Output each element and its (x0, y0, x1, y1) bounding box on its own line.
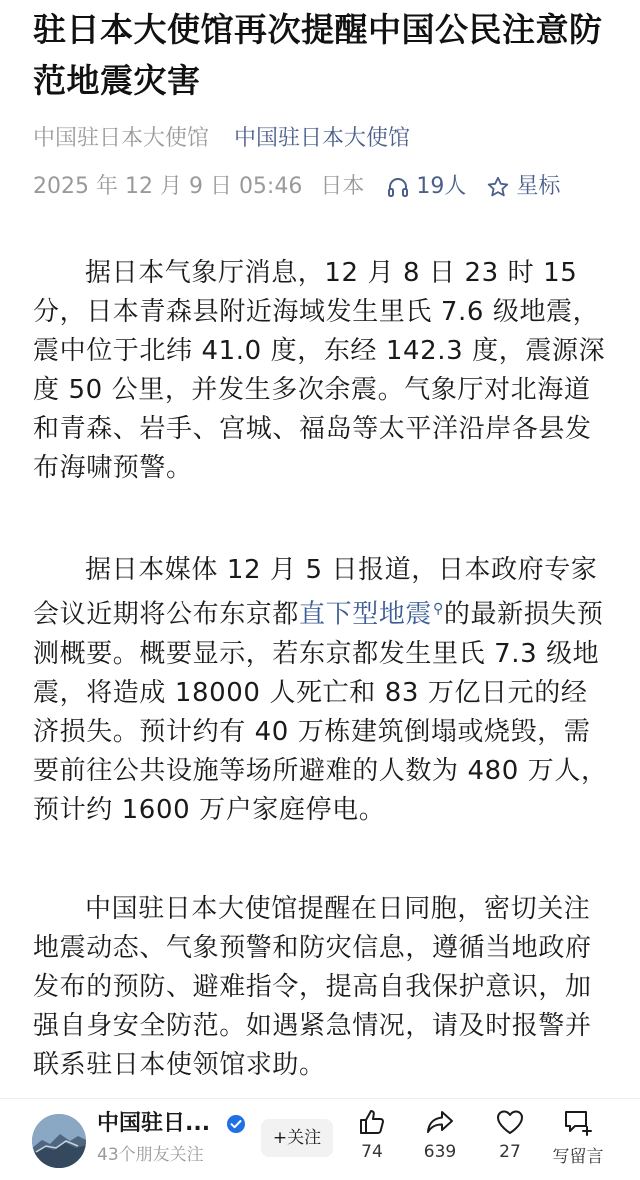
like-count: 74 (361, 1142, 383, 1162)
paragraph-2-text-before: 据日本媒体 12 月 5 日报道，日本政府专家会议近期将公布东京都 (33, 555, 598, 630)
star-icon (486, 175, 510, 199)
like-button[interactable] (342, 1107, 402, 1162)
article-source (33, 122, 410, 156)
share-arrow-icon (425, 1107, 455, 1137)
star-button[interactable] (486, 170, 560, 204)
source-name: 中国驻日本大使馆 (33, 126, 210, 151)
star-label: 星标 (516, 174, 561, 199)
author-name[interactable]: 中国驻日... (97, 1111, 211, 1136)
account-name-link[interactable]: 中国驻日本大使馆 (234, 126, 411, 151)
heart-icon (495, 1107, 525, 1137)
comment-add-icon (562, 1107, 594, 1137)
article-meta (33, 170, 560, 204)
search-icon[interactable]: ⚲ (433, 601, 444, 617)
write-comment-label: 写留言 (552, 1147, 604, 1167)
headphones-icon (386, 175, 410, 199)
paragraph-3: 中国驻日本大使馆提醒在日同胞，密切关注地震动态、气象预警和防灾信息，遵循当地政府发布的预防、避难指令，提高自我保护意识，加强自身安全防范。如遇紧急情况，请及时报警并联系驻日本使领馆求助。 (33, 894, 592, 1080)
bottom-action-bar (0, 1098, 640, 1180)
write-comment-button[interactable] (548, 1107, 608, 1167)
article-title: 驻日本大使馆再次提醒中国公民注意防范地震灾害 (33, 10, 603, 100)
share-button[interactable] (410, 1107, 470, 1162)
publish-date: 2025 年 12 月 9 日 05:46 (33, 174, 303, 199)
paragraph-2-text-after: 的最新损失预测概要。概要显示，若东京都发生里氏 7.3 级地震，将造成 18000 人死亡和 83 万亿日元的经济损失。预计约有 40 万栋建筑倒塌或烧毁，需要前往公共设施等场所避难的人数为 480 万人，预计约 1600 万户家庭停电。 (33, 599, 608, 825)
favorite-button[interactable] (480, 1107, 540, 1162)
listener-count: 19人 (416, 174, 467, 199)
paragraph-1: 据日本气象厅消息，12 月 8 日 23 时 15 分，日本青森县附近海域发生里氏 7.6 级地震，震中位于北纬 41.0 度，东经 142.3 度，震源深度 50 公里，并发生多次余震。气象厅对北海道和青森、岩手、宫城、福岛等太平洋沿岸各县发布海啸预警。 (33, 258, 606, 483)
thumbs-up-icon (357, 1107, 387, 1137)
keyword-link[interactable]: 直下型地震 (299, 599, 433, 630)
author-avatar[interactable] (32, 1114, 86, 1168)
friends-following-count: 43个朋友关注 (97, 1145, 204, 1165)
great-wall-avatar-icon (32, 1114, 86, 1168)
verified-badge-icon (226, 1114, 246, 1134)
paragraph-2 (33, 551, 613, 830)
publish-region: 日本 (320, 174, 365, 199)
follow-button[interactable]: +关注 (261, 1119, 333, 1157)
favorite-count: 27 (499, 1142, 521, 1162)
share-count: 639 (423, 1142, 457, 1162)
listen-button[interactable] (386, 170, 466, 204)
